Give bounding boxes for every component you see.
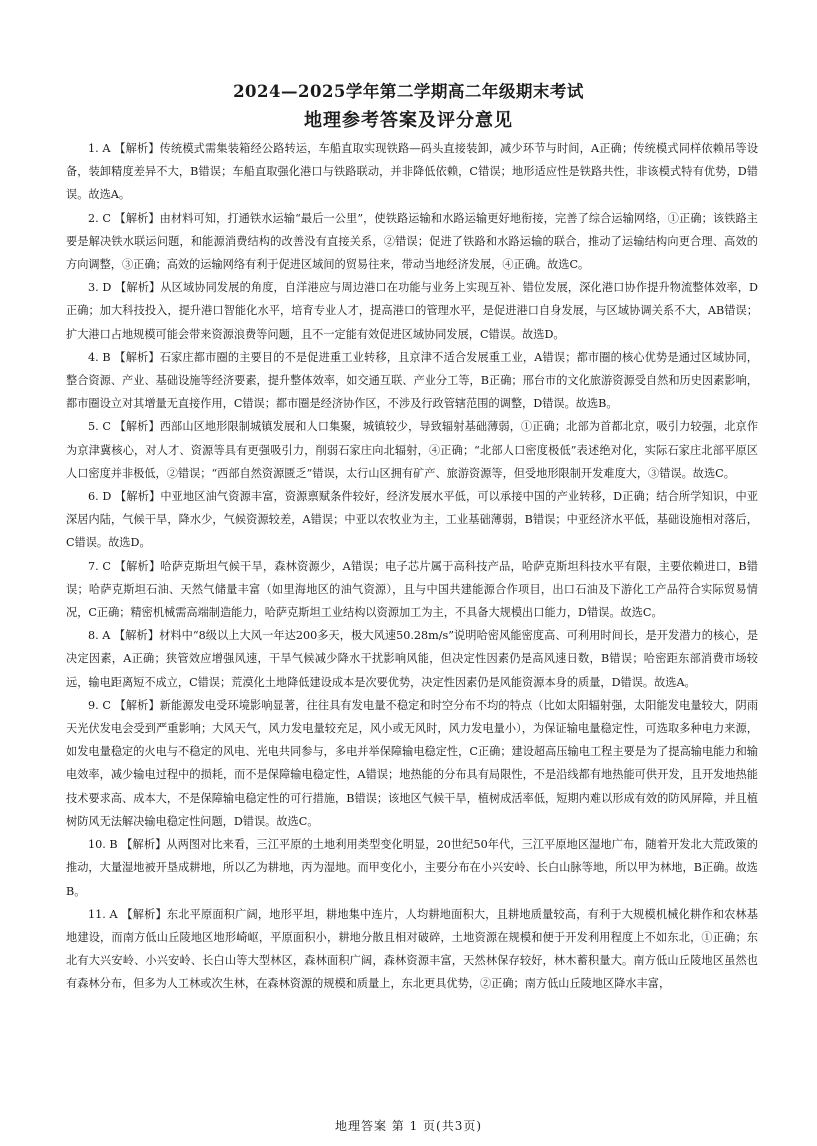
answer-explanation: 【解析】由材料可知，打通铁水运输“最后一公里”，使铁路运输和水路运输更好地衔接，完善了综合运输网络，①正确；该铁路主要是解决铁水联运问题，和能源消费结构的改善没有直接关系，②错误；促进了铁路和水路运输的联合，推动了运输结构向更合理、高效的方向调整，③正确；高效的运输网络有利于促进区域间的贸易往来，带动当地经济发展，④正确。故选C。 [66,211,758,272]
answer-explanation: 【解析】哈萨克斯坦气候干旱，森林资源少，A错误；电子芯片属于高科技产品，哈萨克斯坦科技水平有限，主要依赖进口，B错误；哈萨克斯坦石油、天然气储量丰富（如里海地区的油气资源），且与中国共建能源合作项目，出口石油及下游化工产品符合实际贸易情况，C正确；精密机械需高端制造能力，哈萨克斯坦工业结构以资源加工为主，不具备大规模出口能力，D错误。故选C。 [66,559,758,620]
answer-number: 2. C [88,211,111,225]
answer-item-10 [66,833,758,903]
exam-title: 2024—2025学年第二学期高二年级期末考试 [233,82,584,101]
answer-number: 10. B [88,838,118,852]
page-footer: 地理答案 第 1 页(共3页) [334,1119,483,1133]
answer-number: 11. A [88,907,118,921]
answer-number: 9. C [88,698,111,712]
answer-explanation: 【解析】西部山区地形限制城镇发展和人口集聚，城镇较少，导致辐射基础薄弱，①正确；北部为首都北京，吸引力较强，北京作为京津冀核心，对人才、资源等具有更强吸引力，削弱石家庄向北辐射，④正确；“北部人口密度极低”表述绝对化，实际石家庄北部平原区人口密度并非极低，②错误；“西部自然资源匮乏”错误，太行山区拥有矿产、旅游资源等，但受地形限制开发难度大，③错误。故选C。 [66,420,759,480]
answer-number: 1. A [88,142,111,155]
answer-number: 4. B [88,350,111,364]
answer-item-2 [66,207,758,277]
answer-item-11 [66,903,758,996]
answer-list [66,137,758,996]
answer-number: 5. C [88,420,111,434]
answer-explanation: 【解析】石家庄都市圈的主要目的不是促进重工业转移，且京津不适合发展重工业，A错误；都市圈的核心优势是通过区域协同，整合资源、产业、基础设施等经济要素，提升整体效率，如交通互联、产业分工等，B正确；邢台市的文化旅游资源受自然和历史因素影响，都市圈设立对其增量无直接作用，C错误；都市圈是经济协作区，不涉及行政管辖范围的调整，D错误。故选B。 [66,350,758,411]
answer-item-5 [66,415,758,485]
answer-item-7 [66,555,758,625]
answer-item-1 [66,137,758,207]
answer-number: 3. D [88,281,112,295]
answer-explanation: 【解析】材料中“8级以上大风一年达200多天，极大风速50.28m/s”说明哈密风能密度高、可利用时间长，是开发潜力的核心，是决定因素，A正确；狭管效应增强风速，干旱气候减少降水干扰影响风能，但决定性因素仍是高风速日数，B错误；哈密距东部消费市场较远，输电距离短不成立，C错误；荒漠化土地降低建设成本是次要优势，决定性因素仍是风能资源本身的质量，D错误。故选A。 [66,629,759,689]
answer-item-9 [66,694,758,833]
answer-explanation: 【解析】新能源发电受环境影响显著，往往具有发电量不稳定和时空分布不均的特点（比如太阳辐射强，太阳能发电量较大，阴雨天光伏发电会受到严重影响；大风天气，风力发电量较充足，风小或无风时，风力发电量小），为保证输电量稳定性，可选取多种电力来源，如发电量稳定的火电与不稳定的风电、光电共同参与，多电并举保障输电稳定性，C正确；建设超高压输电工程主要是为了提高输电能力和输电效率，减少输电过程中的损耗，而不是保障输电稳定性，A错误；地热能的分布具有局限性，不是沿线都有地热能可供开发，且开发地热能技术要求高、成本大，不是保障输电稳定性的可行措施，B错误；该地区气候干旱，植树成活率低，短期内难以形成有效的防风屏障，并且植树防风无法解决输电稳定性问题，D错误。故选C。 [66,698,759,828]
answer-explanation: 【解析】从两图对比来看，三江平原的土地利用类型变化明显，20世纪50年代，三江平原地区湿地广布，随着开发北大荒政策的推动，大量湿地被开垦成耕地，所以乙为耕地，丙为湿地。而甲变化小，主要分布在小兴安岭、长白山脉等地，所以甲为林地，B正确。故选B。 [66,838,758,898]
answer-subtitle: 地理参考答案及评分意见 [304,110,513,131]
answer-number: 6. D [88,490,112,504]
answer-number: 8. A [88,629,111,643]
answer-item-8 [66,624,758,694]
answer-explanation: 【解析】传统模式需集装箱经公路转运，车船直取实现铁路—码头直接装卸，减少环节与时间，A正确；传统模式同样依赖吊等设备，装卸精度差异不大，B错误；车船直取强化港口与铁路联动，并非降低依赖，C错误；地形适应性是铁路共性，非该模式特有优势，D错误。故选A。 [66,142,759,202]
answer-item-3 [66,276,758,346]
answer-explanation: 【解析】从区域协同发展的角度，自洋港应与周边港口在功能与业务上实现互补、错位发展，深化港口协作提升物流整体效率，D正确；加大科技投入，提升港口智能化水平，培育专业人才，提高港口的管理水平，是促进港口自身发展，与区域协调关系不大，AB错误；扩大港口占地规模可能会带来资源浪费等问题，且不一定能有效促进区域协同发展，C错误。故选D。 [66,281,759,341]
answer-number: 7. C [88,559,111,573]
answer-explanation: 【解析】东北平原面积广阔，地形平坦，耕地集中连片，人均耕地面积大，且耕地质量较高，有利于大规模机械化耕作和农林基地建设，而南方低山丘陵地区地形崎岖，平原面积小，耕地分散且相对破碎，土地资源在规模和便于开发利用程度上不如东北，①正确；东北有大兴安岭、小兴安岭、长白山等大型林区，森林面积广阔，森林资源丰富，天然林保存较好，林木蓄积量大。南方低山丘陵地区虽然也有森林分布，但多为人工林或次生林，在森林资源的规模和质量上，东北更具优势，②正确；南方低山丘陵地区降水丰富， [66,907,758,991]
answer-item-6 [66,485,758,555]
answer-explanation: 【解析】中亚地区油气资源丰富，资源禀赋条件较好，经济发展水平低，可以承接中国的产业转移，D正确；结合所学知识，中亚深居内陆，气候干旱，降水少，气候资源较差，A错误；中亚以农牧业为主，工业基础薄弱，B错误；中亚经济水平低，基础设施相对落后，C错误。故选D。 [66,490,759,550]
answer-item-4 [66,346,758,416]
